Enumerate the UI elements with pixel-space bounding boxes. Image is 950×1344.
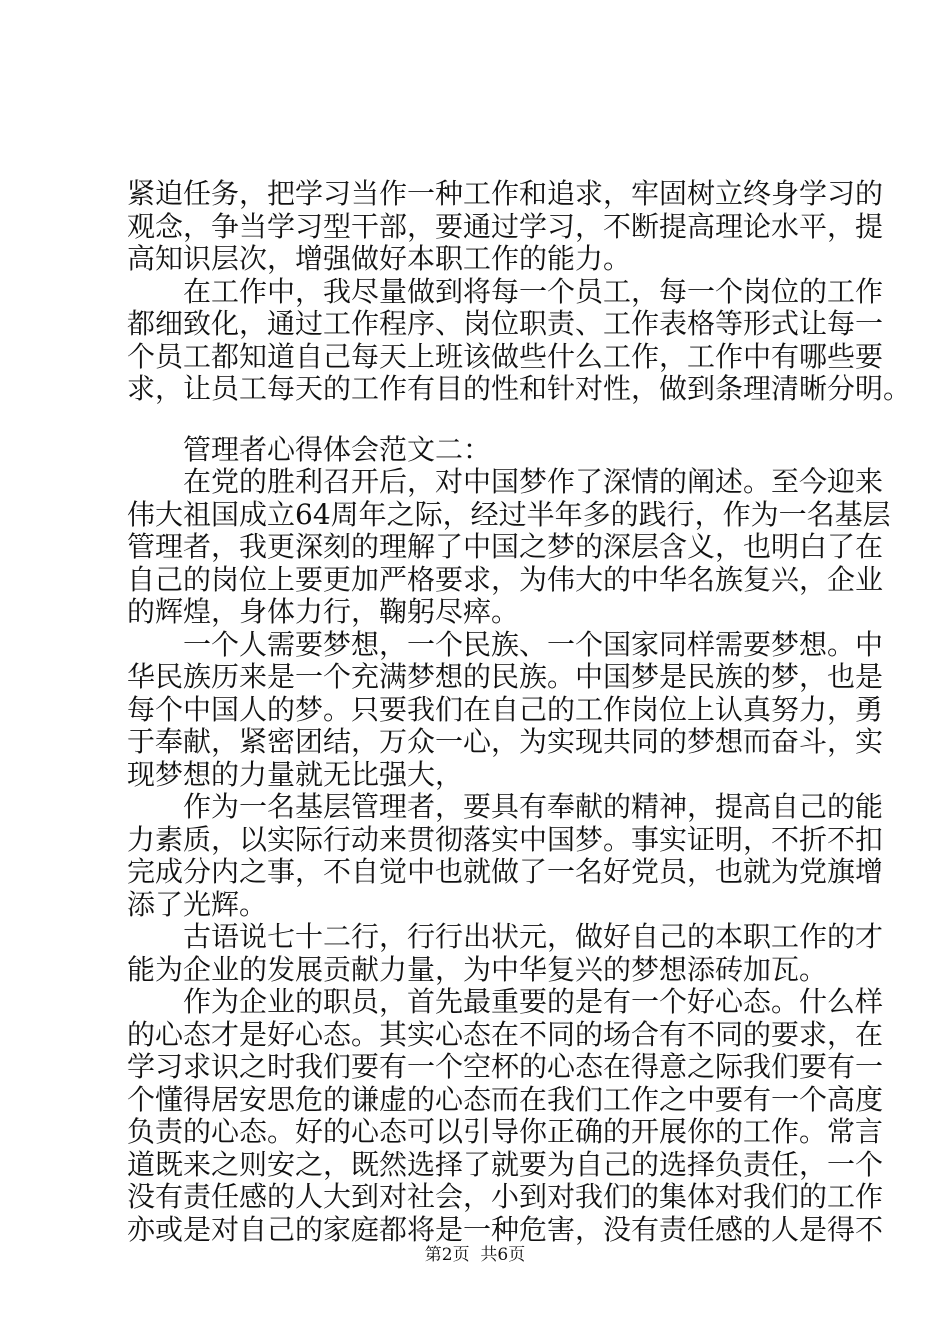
section-heading: 管理者心得体会范文二： <box>127 433 492 466</box>
text-line: 自己的岗位上要更加严格要求，为伟大的中华名族复兴，企业 <box>127 563 884 596</box>
text-line: 个懂得居安思危的谦虚的心态而在我们工作之中要有一个高度 <box>127 1083 884 1116</box>
text-line: 华民族历来是一个充满梦想的民族。中国梦是民族的梦，也是 <box>127 660 884 693</box>
text-line: 学习求识之时我们要有一个空杯的心态在得意之际我们要有一 <box>127 1050 884 1083</box>
text-line: 作为企业的职员，首先最重要的是有一个好心态。什么样 <box>127 985 884 1018</box>
page-footer: 第2页 共6页 <box>424 1245 526 1265</box>
text-line: 在工作中，我尽量做到将每一个员工，每一个岗位的工作 <box>127 275 884 308</box>
text-line: 作为一名基层管理者，要具有奉献的精神，提高自己的能 <box>127 790 884 823</box>
text-line: 力素质，以实际行动来贯彻落实中国梦。事实证明，不折不扣 <box>127 823 884 856</box>
text-line: 紧迫任务，把学习当作一种工作和追求，牢固树立终身学习的 <box>127 177 884 210</box>
text-line: 没有责任感的人大到对社会，小到对我们的集体对我们的工作 <box>127 1180 884 1213</box>
text-line: 个员工都知道自己每天上班该做些什么工作，工作中有哪些要 <box>127 340 884 373</box>
text-line: 在党的胜利召开后，对中国梦作了深情的阐述。至今迎来 <box>127 465 884 498</box>
text-line: 一个人需要梦想，一个民族、一个国家同样需要梦想。中 <box>127 628 884 661</box>
text-line: 观念，争当学习型干部，要通过学习，不断提高理论水平，提 <box>127 210 884 243</box>
text-line: 伟大祖国成立64周年之际，经过半年多的践行，作为一名基层 <box>127 498 891 531</box>
text-line: 完成分内之事，不自觉中也就做了一名好党员，也就为党旗增 <box>127 855 884 888</box>
text-line: 求，让员工每天的工作有目的性和针对性，做到条理清晰分明。 <box>127 372 912 405</box>
text-line: 道既来之则安之，既然选择了就要为自己的选择负责任，一个 <box>127 1148 884 1181</box>
text-line: 负责的心态。好的心态可以引导你正确的开展你的工作。常言 <box>127 1115 884 1148</box>
text-line: 能为企业的发展贡献力量，为中华复兴的梦想添砖加瓦。 <box>127 953 828 986</box>
text-line: 亦或是对自己的家庭都将是一种危害，没有责任感的人是得不 <box>127 1213 884 1246</box>
text-line: 管理者，我更深刻的理解了中国之梦的深层含义，也明白了在 <box>127 530 884 563</box>
text-line: 添了光辉。 <box>127 888 268 921</box>
text-line: 于奉献，紧密团结，万众一心，为实现共同的梦想而奋斗，实 <box>127 725 884 758</box>
text-line: 的辉煌，身体力行，鞠躬尽瘁。 <box>127 595 520 628</box>
text-line: 高知识层次，增强做好本职工作的能力。 <box>127 242 632 275</box>
text-line: 每个中国人的梦。只要我们在自己的工作岗位上认真努力，勇 <box>127 693 884 726</box>
text-line: 都细致化，通过工作程序、岗位职责、工作表格等形式让每一 <box>127 307 884 340</box>
text-line: 古语说七十二行，行行出状元，做好自己的本职工作的才 <box>127 920 884 953</box>
text-line: 现梦想的力量就无比强大， <box>127 758 464 791</box>
text-line: 的心态才是好心态。其实心态在不同的场合有不同的要求，在 <box>127 1018 884 1051</box>
